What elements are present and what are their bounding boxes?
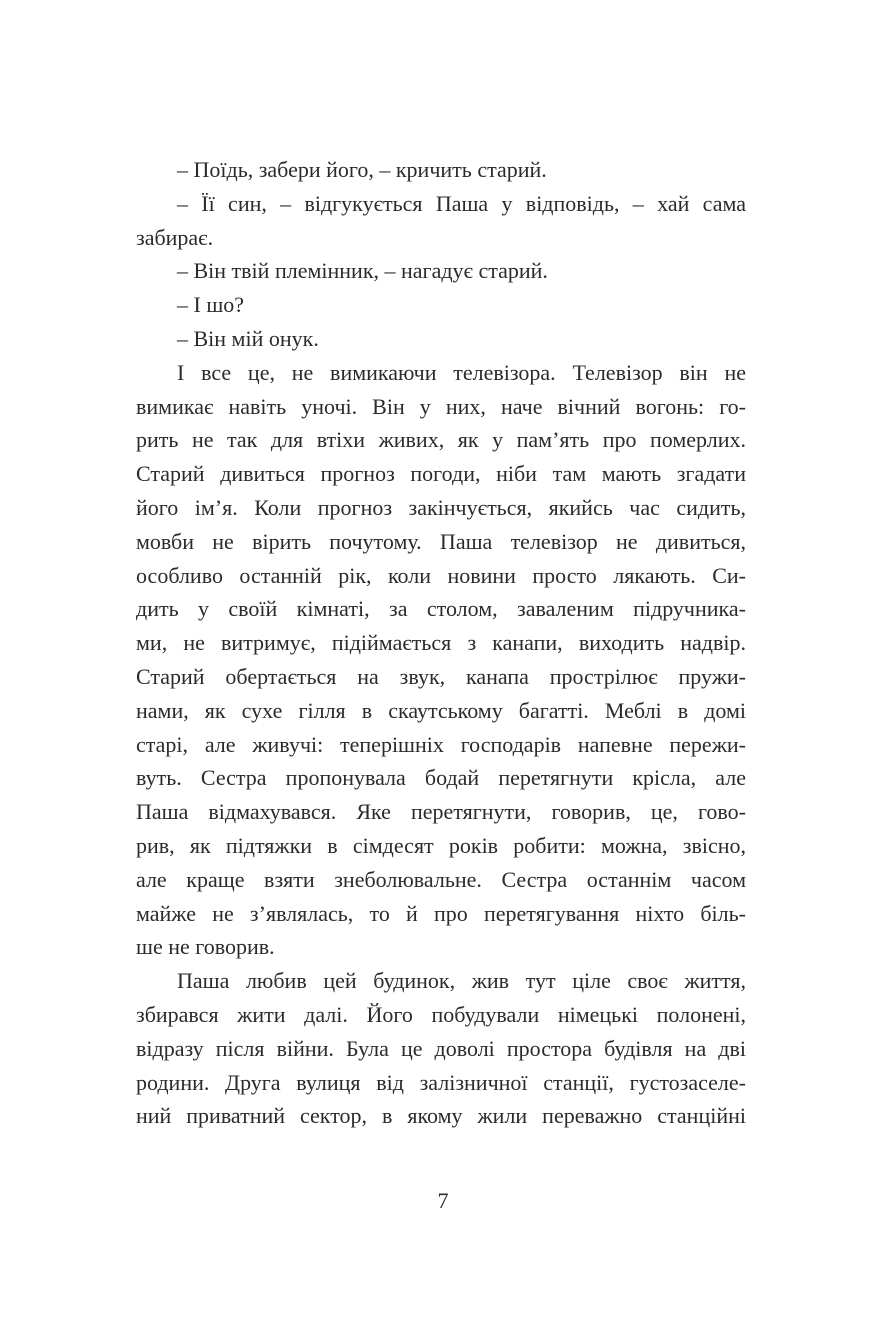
text-line: збирався жити далі. Його побудували німецькі полонені, xyxy=(136,1001,746,1027)
text-line: відразу після війни. Була це доволі простора будівля на дві xyxy=(136,1035,746,1061)
text-line: – Він мій онук. xyxy=(177,325,319,351)
body-text xyxy=(136,153,746,1133)
text-line: – Він твій племінник, – нагадує старий. xyxy=(177,258,548,284)
text-line: але краще взяти знеболювальне. Сестра останнім часом xyxy=(136,866,746,892)
text-line: рить не так для втіхи живих, як у пам’ять про померлих. xyxy=(136,427,746,453)
text-line: нами, як сухе гілля в скаутському багатті. Меблі в домі xyxy=(136,697,746,723)
text-line: старі, але живучі: теперішніх господарів напевне пережи- xyxy=(136,731,746,757)
text-line: Паша відмахувався. Яке перетягнути, говорив, це, гово- xyxy=(136,799,746,825)
text-line: І все це, не вимикаючи телевізора. Телевізор він не xyxy=(177,359,746,385)
text-line: – Її син, – відгукується Паша у відповідь, – хай сама xyxy=(177,190,746,216)
page-number: 7 xyxy=(437,1188,449,1213)
text-line: його ім’я. Коли прогноз закінчується, якийсь час сидить, xyxy=(136,494,746,520)
text-line: – І шо? xyxy=(177,292,245,318)
text-line: мовби не вірить почутому. Паша телевізор не дивиться, xyxy=(136,528,746,554)
text-line: Старий дивиться прогноз погоди, ніби там мають згадати xyxy=(136,461,746,487)
text-line: особливо останній рік, коли новини просто лякають. Си- xyxy=(136,562,746,588)
text-line: Старий обертається на звук, канапа прострілює пружи- xyxy=(136,663,746,689)
text-line: ми, не витримує, підіймається з канапи, виходить надвір. xyxy=(136,630,746,656)
text-line: ше не говорив. xyxy=(136,934,275,960)
text-line: вимикає навіть уночі. Він у них, наче вічний вогонь: го- xyxy=(136,393,746,419)
text-line: Паша любив цей будинок, жив тут ціле своє життя, xyxy=(177,968,746,994)
text-line: – Поїдь, забери його, – кричить старий. xyxy=(177,157,547,182)
text-line: дить у своїй кімнаті, за столом, заваленим підручника- xyxy=(136,596,746,622)
text-line: майже не з’являлась, то й про перетягування ніхто біль- xyxy=(136,900,746,926)
text-line: вуть. Сестра пропонувала бодай перетягнути крісла, але xyxy=(136,765,746,791)
text-line: рив, як підтяжки в сімдесят років робити: можна, звісно, xyxy=(136,832,746,858)
text-line: родини. Друга вулиця від залізничної станції, густозаселе- xyxy=(136,1069,746,1095)
text-line: ний приватний сектор, в якому жили переважно станційні xyxy=(136,1103,746,1129)
text-line: забирає. xyxy=(136,224,214,250)
